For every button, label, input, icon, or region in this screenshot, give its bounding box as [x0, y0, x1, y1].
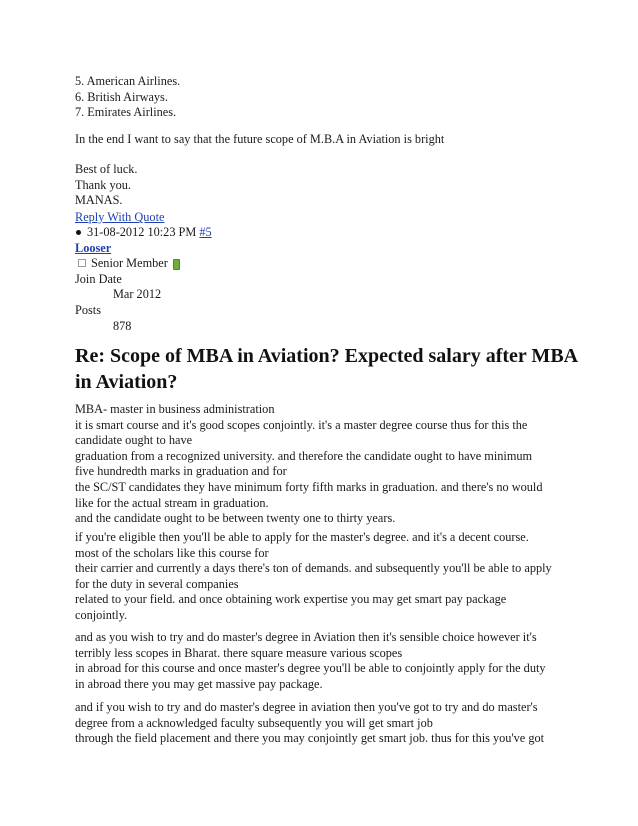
- paragraph-line: terribly less scopes in Bharat. there square measure various scopes: [75, 645, 403, 660]
- paragraph-line: MBA- master in business administration: [75, 402, 275, 416]
- signoff-line: Best of luck.: [75, 162, 138, 176]
- paragraph-line: their carrier and currently a days there's ton of demands. and subsequently you'll be able to apply: [75, 561, 552, 576]
- reply-row: [75, 210, 598, 226]
- post-paragraph: [75, 630, 598, 692]
- airline-list: [75, 74, 598, 121]
- paragraph-line: and as you wish to try and do master's degree in Aviation then it's sensible choice however it's: [75, 630, 537, 644]
- bullet-icon: [76, 230, 81, 235]
- post-number-link[interactable]: #5: [199, 225, 212, 239]
- paragraph-line: graduation from a recognized university. and therefore the candidate ought to have minimum: [75, 448, 533, 463]
- post-title-line: in Aviation?: [75, 371, 178, 393]
- post-paragraph: [75, 402, 598, 527]
- paragraph-line: through the field placement and there you may conjointly get smart job. thus for this you've got: [75, 731, 545, 746]
- paragraph-line: for the duty in several companies: [75, 576, 239, 591]
- paragraph-line: if you're eligible then you'll be able to apply for the master's degree. and it's a decent course.: [75, 530, 529, 544]
- join-date-value: Mar 2012: [113, 287, 162, 302]
- posts-label: Posts: [75, 302, 101, 317]
- paragraph-line: in abroad for this course and once master's degree you'll be able to conjointly apply for the duty: [75, 661, 546, 676]
- post-meta: [75, 225, 598, 241]
- paragraph-line: five hundredth marks in graduation and for: [75, 464, 287, 479]
- username-link[interactable]: Looser: [75, 240, 112, 255]
- paragraph-line: like for the actual stream in graduation.: [75, 495, 269, 510]
- paragraph-line: and if you wish to try and do master's degree in aviation then you've got to try and do master's: [75, 700, 538, 714]
- reply-with-quote-link[interactable]: Reply With Quote: [75, 210, 165, 224]
- post-paragraph: [75, 530, 598, 624]
- paragraph-line: and the candidate ought to be between twenty one to thirty years.: [75, 511, 396, 526]
- paragraph-line: most of the scholars like this course for: [75, 545, 269, 560]
- conclusion-line: In the end I want to say that the future scope of M.B.A in Aviation is bright: [75, 132, 445, 146]
- paragraph-line: the SC/ST candidates they have minimum forty fifth marks in graduation. and there's no would: [75, 479, 543, 494]
- post-header: [75, 225, 598, 334]
- conclusion-text: [75, 132, 598, 148]
- list-item: 5. American Airlines.: [75, 74, 181, 88]
- rank-icon: [78, 259, 86, 267]
- user-rank: [75, 256, 598, 272]
- paragraph-line: it is smart course and it's good scopes conjointly. it's a master degree course thus for this the: [75, 417, 528, 432]
- online-status-icon: [173, 259, 180, 270]
- post-title-line: Re: Scope of MBA in Aviation? Expected salary after MBA: [75, 345, 579, 367]
- paragraph-line: related to your field. and once obtaining work expertise you may get smart pay package: [75, 592, 507, 607]
- rank-label: Senior Member: [91, 256, 168, 271]
- paragraph-line: candidate ought to have: [75, 433, 193, 448]
- paragraph-line: in abroad there you may get massive pay package.: [75, 676, 323, 691]
- signoff-line: Thank you.: [75, 177, 132, 192]
- signoff: [75, 162, 598, 209]
- list-item: 7. Emirates Airlines.: [75, 105, 177, 120]
- paragraph-line: conjointly.: [75, 607, 128, 622]
- post-paragraph: [75, 700, 598, 747]
- post-datetime: 31-08-2012 10:23 PM: [87, 225, 197, 239]
- paragraph-line: degree from a acknowledged faculty subsequently you will get smart job: [75, 715, 433, 730]
- post-title: [75, 343, 595, 395]
- list-item: 6. British Airways.: [75, 89, 168, 104]
- join-date-label: Join Date: [75, 271, 122, 286]
- posts-count: 878: [113, 318, 132, 333]
- signoff-line: MANAS.: [75, 193, 123, 208]
